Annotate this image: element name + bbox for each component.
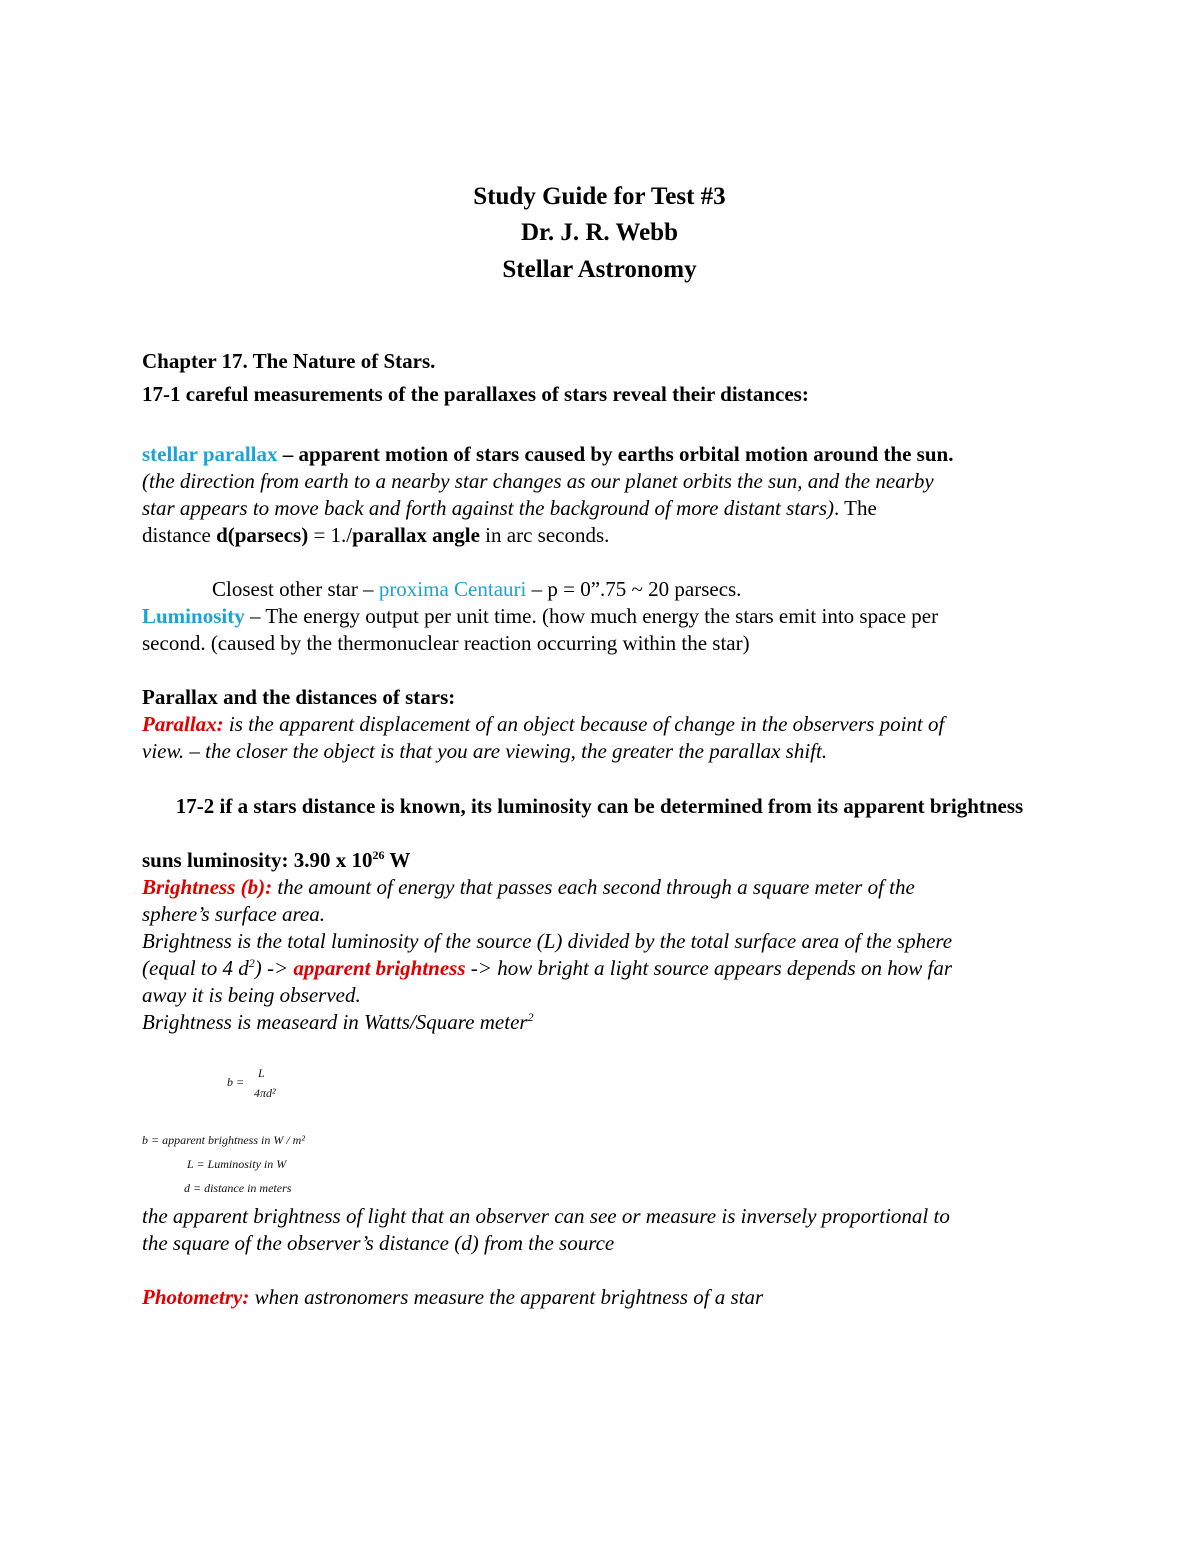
brightness-line-4-suffix: -> how bright a light source appears depends on how far xyxy=(465,956,952,980)
chapter-heading: Chapter 17. The Nature of Stars. xyxy=(142,349,436,373)
distance-squared-exponent: 2 xyxy=(248,956,255,970)
photometry-term: Photometry: xyxy=(142,1285,250,1309)
inverse-square-line-2: the square of the observer’s distance (d) from the source xyxy=(142,1231,615,1255)
brightness-line-4-arrow: ) -> xyxy=(254,956,294,980)
document-author: Dr. J. R. Webb xyxy=(521,219,678,246)
proxima-centauri-term: proxima Centauri xyxy=(378,577,527,601)
closest-star-suffix: – p = 0”.75 ~ 20 parsecs. xyxy=(526,577,742,601)
parallax-definition-line-2: view. – the closer the object is that you are viewing, the greater the parallax shift. xyxy=(142,739,828,763)
document-course: Stellar Astronomy xyxy=(502,256,697,283)
sun-luminosity-line xyxy=(142,847,410,874)
stellar-parallax-definition: – apparent motion of stars caused by earths orbital motion around the sun. xyxy=(277,442,954,466)
brightness-line-5: away it is being observed. xyxy=(142,983,361,1007)
stellar-parallax-paragraph xyxy=(142,441,953,468)
photometry-definition: when astronomers measure the apparent brightness of a star xyxy=(249,1285,764,1309)
formula-def-l: L = Luminosity in W xyxy=(187,1157,287,1171)
parallax-definition-line-1 xyxy=(142,711,944,738)
parallax-term: Parallax: xyxy=(142,712,224,736)
parallax-note-line-1: (the direction from earth to a nearby star changes as our planet orbits the sun, and the nearby xyxy=(142,469,934,493)
parallax-note-end: . The xyxy=(834,496,877,520)
luminosity-line-2: second. (caused by the thermonuclear reaction occurring within the star) xyxy=(142,631,750,655)
distance-equals: = 1./ xyxy=(308,523,353,547)
brightness-line-4-prefix: (equal to 4 d xyxy=(142,956,249,980)
sun-luminosity-unit: W xyxy=(384,848,411,872)
luminosity-definition: – The energy output per unit time. (how much energy the stars emit into space per xyxy=(244,604,939,628)
stellar-parallax-term: stellar parallax xyxy=(142,442,278,466)
photometry-line xyxy=(142,1284,763,1311)
section-heading-17-1: 17-1 careful measurements of the parallaxes of stars reveal their distances: xyxy=(142,382,809,406)
parallax-angle-term: parallax angle xyxy=(352,523,480,547)
brightness-term: Brightness (b): xyxy=(142,875,273,899)
parallax-note-text: star appears to move back and forth against the background of more distant stars) xyxy=(142,496,834,520)
parallax-definition: is the apparent displacement of an object because of change in the observers point of xyxy=(223,712,945,736)
formula-denominator: 4πd² xyxy=(254,1086,276,1100)
brightness-line-3: Brightness is the total luminosity of the source (L) divided by the total surface area of the sphere xyxy=(142,929,953,953)
luminosity-term: Luminosity xyxy=(142,604,245,628)
parallax-section-heading: Parallax and the distances of stars: xyxy=(142,685,456,709)
apparent-brightness-term: apparent brightness xyxy=(293,956,466,980)
brightness-line-6 xyxy=(142,1009,534,1036)
distance-formula-line xyxy=(142,522,609,549)
sun-luminosity-label: suns luminosity: 3.90 x 10 xyxy=(142,848,373,872)
document-title: Study Guide for Test #3 xyxy=(473,183,726,210)
formula-def-b: b = apparent brightness in W / m² xyxy=(142,1133,305,1147)
brightness-line-1 xyxy=(142,874,915,901)
brightness-line-2: sphere’s surface area. xyxy=(142,902,325,926)
closest-star-line xyxy=(212,576,741,603)
distance-unit: in arc seconds. xyxy=(479,523,610,547)
luminosity-line-1 xyxy=(142,603,938,630)
sun-luminosity-exponent: 26 xyxy=(372,848,385,862)
brightness-line-4 xyxy=(142,955,952,982)
section-heading-17-2: 17-2 if a stars distance is known, its luminosity can be determined from its apparent brightness xyxy=(175,794,1024,818)
formula-lhs: b = xyxy=(227,1075,245,1089)
distance-prefix: distance xyxy=(142,523,217,547)
brightness-unit-exponent: 2 xyxy=(527,1010,534,1024)
formula-numerator: L xyxy=(258,1066,265,1080)
distance-term: d(parsecs) xyxy=(216,523,309,547)
formula-def-d: d = distance in meters xyxy=(184,1181,292,1195)
brightness-unit-text: Brightness is measeard in Watts/Square meter xyxy=(142,1010,528,1034)
parallax-note-line-2 xyxy=(142,495,877,522)
brightness-definition: the amount of energy that passes each second through a square meter of the xyxy=(272,875,915,899)
closest-star-prefix: Closest other star – xyxy=(212,577,379,601)
inverse-square-line-1: the apparent brightness of light that an observer can see or measure is inversely proportional to xyxy=(142,1204,950,1228)
